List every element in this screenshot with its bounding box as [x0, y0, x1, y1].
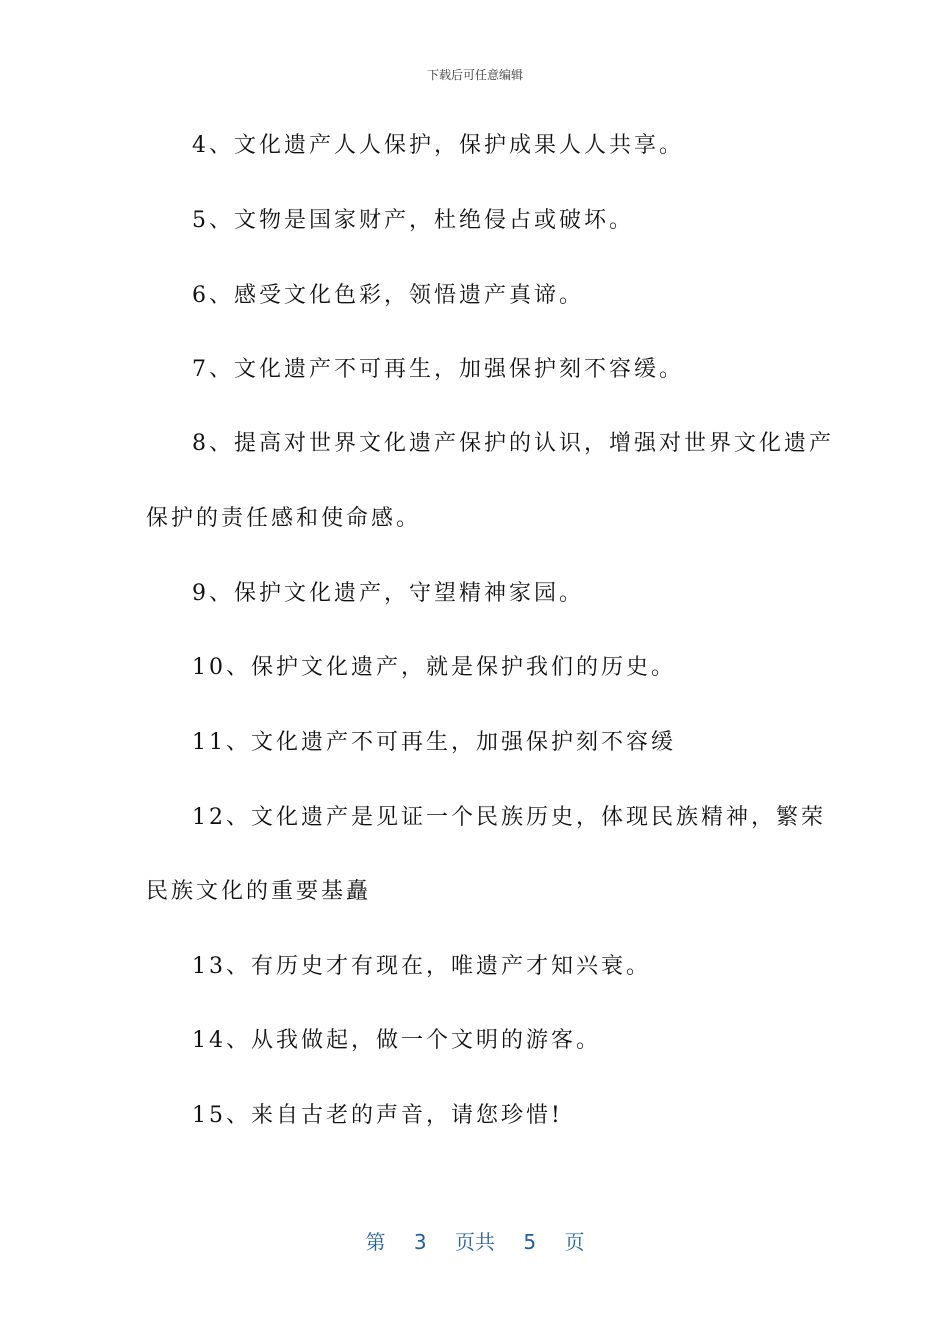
footer-label-of: 页共: [455, 1230, 495, 1254]
paragraph-line: 民族文化的重要基矗: [146, 879, 372, 904]
paragraph-line: 15、来自古老的声音，请您珍惜!: [192, 1103, 563, 1128]
paragraph-line: 6、感受文化色彩，领悟遗产真谛。: [192, 283, 584, 308]
paragraph-line: 4、文化遗产人人保护，保护成果人人共享。: [192, 133, 684, 158]
paragraph-line: 14、从我做起，做一个文明的游客。: [192, 1028, 601, 1053]
footer-total-pages: 5: [523, 1230, 537, 1254]
paragraph-line: 7、文化遗产不可再生，加强保护刻不容缓。: [192, 357, 684, 382]
paragraph-line: 5、文物是国家财产，杜绝侵占或破坏。: [192, 208, 634, 233]
footer-label-end: 页: [564, 1230, 585, 1254]
paragraph-line: 12、文化遗产是见证一个民族历史，体现民族精神，繁荣: [192, 805, 826, 830]
page-header: 下载后可任意编辑: [426, 68, 523, 82]
footer-label-page: 第: [365, 1230, 386, 1254]
paragraph-line: 9、保护文化遗产，守望精神家园。: [192, 581, 584, 606]
paragraph-line: 11、文化遗产不可再生，加强保护刻不容缓: [192, 730, 676, 755]
page-footer: [0, 1226, 950, 1255]
paragraph-line: 13、有历史才有现在，唯遗产才知兴衰。: [192, 954, 651, 979]
paragraph-line: 保护的责任感和使命感。: [146, 506, 422, 531]
footer-current-page: 3: [413, 1230, 427, 1254]
paragraph-line: 10、保护文化遗产，就是保护我们的历史。: [192, 655, 676, 680]
paragraph-line: 8、提高对世界文化遗产保护的认识，增强对世界文化遗产: [192, 431, 834, 456]
